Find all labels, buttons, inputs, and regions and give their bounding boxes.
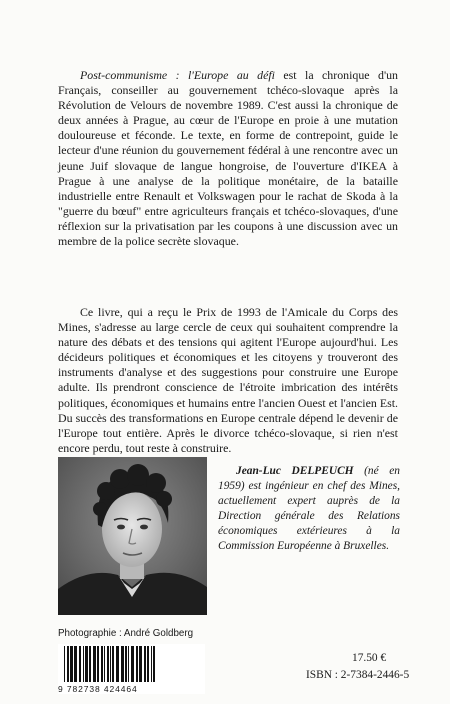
barcode-bar <box>116 646 119 682</box>
author-bio-text: (né en 1959) est ingénieur en chef des Mines, actuellement expert auprès de la Direction générale des Relations économiques extérieures à la Commission Européenne à Bruxelles. <box>218 465 400 552</box>
barcode-bar <box>151 646 152 682</box>
barcode-bar <box>74 646 77 682</box>
author-name: Jean-Luc DELPEUCH <box>236 465 354 477</box>
barcode-bar <box>128 646 129 682</box>
barcode-bar <box>121 646 124 682</box>
book-title: Post-communisme : l'Europe au défi <box>80 68 275 82</box>
author-bio <box>218 464 400 554</box>
photo-credit: Photographie : André Goldberg <box>58 628 194 639</box>
barcode-bar <box>67 646 69 682</box>
barcode-bar <box>83 646 84 682</box>
barcode-bar <box>93 646 96 682</box>
barcode-bar <box>107 646 109 682</box>
barcode-bar <box>136 646 138 682</box>
barcode-bar <box>85 646 88 682</box>
barcode-bar <box>125 646 127 682</box>
barcode-bar <box>153 646 155 682</box>
barcode-bar <box>79 646 81 682</box>
summary-paragraph-1-text: est la chronique d'un Français, conseiller au gouvernement tchéco-slovaque après la Révolution de Velours de novembre 1989. C'est aussi la chronique de deux années à Prague, au cœur de l'Europe en proie à une mutation douloureuse et féconde. Le texte, en forme de contrepoint, guide le lecteur d'une réunion du gouvernement fédéral à une rencontre avec un jeune Juif slovaque de langue hongroise, de l'ouverture d'IKEA à Prague à une analyse de la politique monétaire, de la bataille industrielle entre Renault et Volkswagen pour le rachat de Skoda à la "guerre du bœuf" entre agriculteurs français et tchéco-slovaques, d'une réflexion sur la privatisation par les coupons à une discussion avec un membre de la police secrète slovaque. <box>58 68 398 249</box>
barcode-bar <box>70 646 73 682</box>
barcode-bar <box>97 646 99 682</box>
barcode-bar <box>89 646 91 682</box>
barcode-bar <box>104 646 105 682</box>
barcode-bar <box>64 646 65 682</box>
barcode-digits: 9 782738 424464 <box>58 684 205 694</box>
author-photo <box>58 457 207 615</box>
summary-paragraph-1 <box>58 68 398 249</box>
barcode-bar <box>147 646 149 682</box>
price: 17.50 € <box>352 652 387 664</box>
summary-paragraph-2: Ce livre, qui a reçu le Prix de 1993 de l'Amicale du Corps des Mines, s'adresse au large cercle de ceux qui souhaitent comprendre la nature des débats et des tensions qui agitent l'Europe aujourd'hui. Les décideurs politiques et économiques et les citoyens y trouveront des instruments d'analyse et des suggestions pour construire une Europe adulte. Ils prendront conscience de l'étroite imbrication des intérêts politiques, économiques et humains entre l'ancien Ouest et l'ancien Est. Du succès des transformations en Europe centrale dépend le devenir de l'Europe tout entière. Après le divorce tchéco-slovaque, si rien n'est encore perdu, tout reste à construire. <box>58 305 398 455</box>
barcode-bar <box>112 646 114 682</box>
barcode-bar <box>110 646 111 682</box>
barcode-bar <box>144 646 146 682</box>
barcode-bar <box>131 646 134 682</box>
barcode-bar <box>139 646 142 682</box>
isbn-number: ISBN : 2-7384-2446-5 <box>306 669 410 681</box>
barcode-bar <box>101 646 103 682</box>
